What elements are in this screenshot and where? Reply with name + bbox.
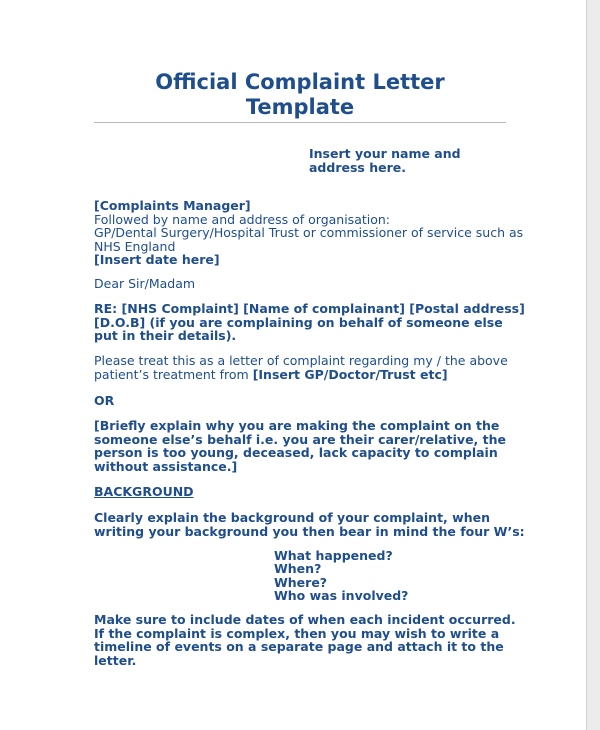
treatment-line-2 [94,368,514,382]
recipient-line-3: NHS England [94,238,176,254]
re-line-3: put in their details). [94,328,237,343]
salutation: Dear Sir/Madam [94,276,196,291]
w-question-what: What happened? [274,548,393,563]
explain-line-4: without assistance.] [94,458,238,474]
background-heading: BACKGROUND [94,484,194,499]
re-line-2: [D.O.B] (if you are complaining on behalf of someone else [94,314,503,330]
date-placeholder: [Insert date here] [94,252,220,267]
or-label: OR [94,393,115,408]
treatment-line-2-text: patient’s treatment from [94,366,253,382]
w-question-who: Who was involved? [274,587,409,603]
dates-line-3: timeline of events on a separate page and attach it to the [94,639,504,654]
re-line-1: RE: [NHS Complaint] [Name of complainant] [Postal address] [94,301,525,316]
explain-paragraph [94,419,514,473]
dates-paragraph [94,613,514,667]
treatment-line-1: Please treat this as a letter of complaint regarding my / the above [94,353,508,368]
explain-line-1: [Briefly explain why you are making the complaint on the [94,418,500,433]
treatment-provider-placeholder: [Insert GP/Doctor/Trust etc] [252,366,448,382]
dates-line-1: Make sure to include dates of when each incident occurred. [94,612,516,627]
explain-line-2: someone else’s behalf i.e. you are their carer/relative, the [94,431,506,447]
recipient-heading: [Complaints Manager] [94,198,251,213]
four-w-list [274,549,408,602]
sender-line-2: address here. [309,159,406,175]
background-line-1: Clearly explain the background of your complaint, when [94,510,490,525]
background-paragraph [94,510,525,539]
sender-line-1: Insert your name and [309,146,461,161]
treatment-paragraph [94,354,514,381]
title-line-2: Template [245,95,355,119]
title-line-1: Official Complaint Letter [155,70,445,94]
re-block [94,301,525,343]
recipient-block [94,198,524,267]
dates-line-4: letter. [94,652,137,668]
explain-line-3: person is too young, deceased, lack capacity to complain [94,445,498,460]
dates-line-2: If the complaint is complex, then you may wish to write a [94,625,500,641]
background-line-2: writing your background you then bear in mind the four W’s: [94,523,525,539]
document-title [94,70,506,120]
page-side-margin [587,0,600,730]
w-question-when: When? [274,561,322,577]
recipient-line-2: GP/Dental Surgery/Hospital Trust or commissioner of service such as [94,225,524,240]
title-divider [94,122,506,123]
w-question-where: Where? [274,574,328,590]
sender-address-placeholder [309,147,509,174]
recipient-line-1: Followed by name and address of organisation: [94,211,391,227]
